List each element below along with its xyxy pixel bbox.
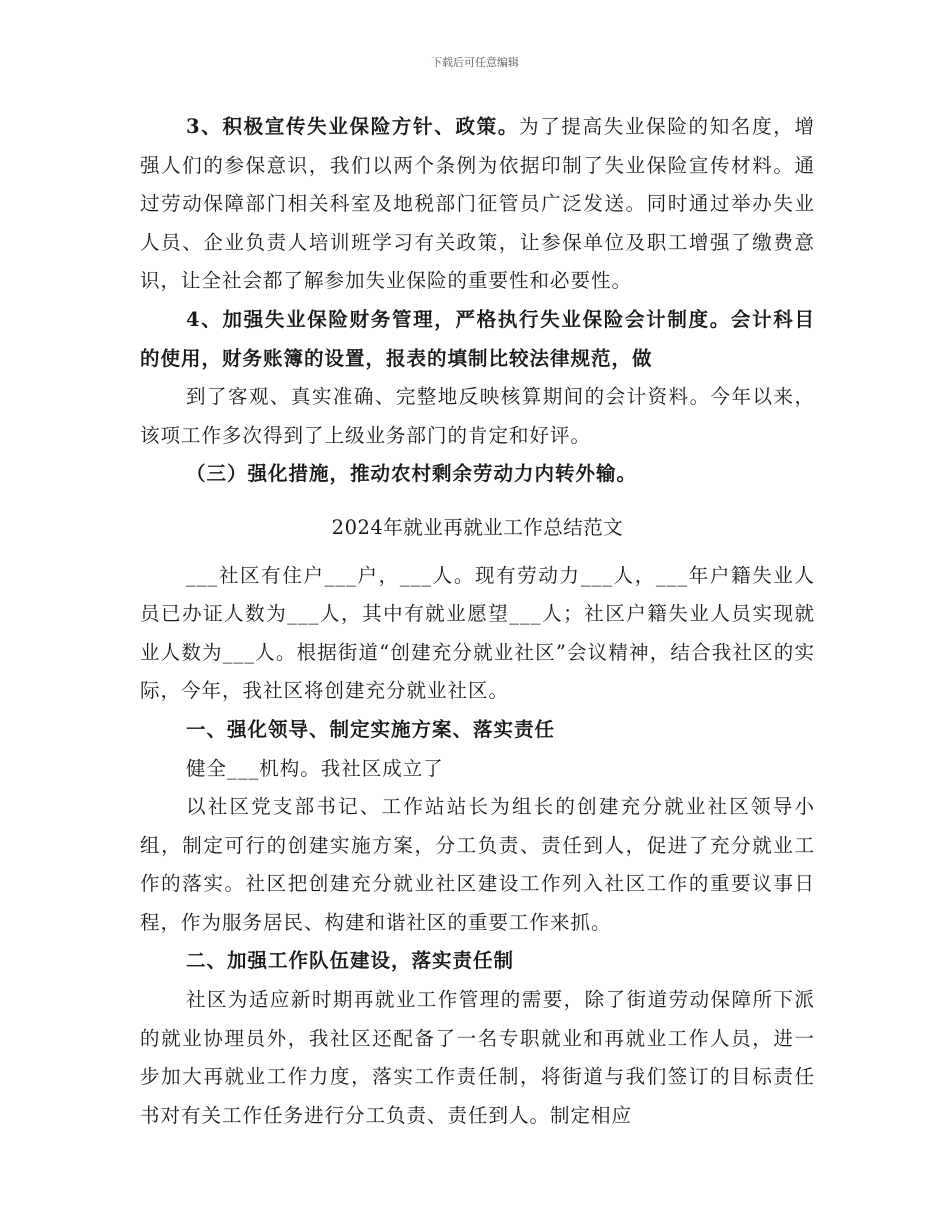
paragraph-item-3 [140, 108, 815, 301]
document-body [140, 108, 815, 1135]
paragraph-item-4-heading: 4、加强失业保险财务管理，严格执行失业保险会计制度。会计科目的使用，财务账簿的设置，报表的填制比较法律规范，做 [140, 307, 815, 370]
item-3-heading: 3、积极宣传失业保险方针、政策。 [186, 115, 520, 138]
heading-2: 二、加强工作队伍建设，落实责任制 [186, 949, 515, 973]
paragraph-item-4-continuation: 到了客观、真实准确、完整地反映核算期间的会计资料。今年以来，该项工作多次得到了上级业务部门的肯定和好评。 [140, 385, 815, 447]
document-title: 2024年就业再就业工作总结范文 [331, 515, 624, 539]
page-header: 下载后可任意编辑 [431, 56, 519, 69]
item-3-text: 为了提高失业保险的知名度，增强人们的参保意识，我们以两个条例为依据印制了失业保险宣传材料。通过劳动保障部门相关科室及地税部门征管员广泛发送。同时通过举办失业人员、企业负责人培训班学习有关政策，让参保单位及职工增强了缴费意识，让全社会都了解参加失业保险的重要性和必要性。 [140, 115, 815, 293]
paragraph-3: 社区为适应新时期再就业工作管理的需要，除了街道劳动保障所下派的就业协理员外，我社区还配备了一名专职就业和再就业工作人员，进一步加大再就业工作力度，落实工作责任制，将街道与我们签订的目标责任书对有关工作任务进行分工负责、责任到人。制定相应 [140, 988, 815, 1127]
paragraph-2: 以社区党支部书记、工作站站长为组长的创建充分就业社区领导小组，制定可行的创建实施方案，分工负责、责任到人，促进了充分就业工作的落实。社区把创建充分就业社区建设工作列入社区工作的重要议事日程，作为服务居民、构建和谐社区的重要工作来抓。 [140, 795, 815, 934]
intro-paragraph: ___社区有住户___户，___人。现有劳动力___人，___年户籍失业人员已办证人数为___人，其中有就业愿望___人；社区户籍失业人员实现就业人数为___人。根据街道“创建充分就业社区”会议精神，结合我社区的实际，今年，我社区将创建充分就业社区。 [140, 563, 815, 703]
heading-1: 一、强化领导、制定实施方案、落实责任 [186, 717, 556, 741]
paragraph-1: 健全___机构。我社区成立了 [186, 756, 444, 780]
subsection-three-heading: （三）强化措施，推动农村剩余劳动力内转外输。 [186, 462, 638, 486]
